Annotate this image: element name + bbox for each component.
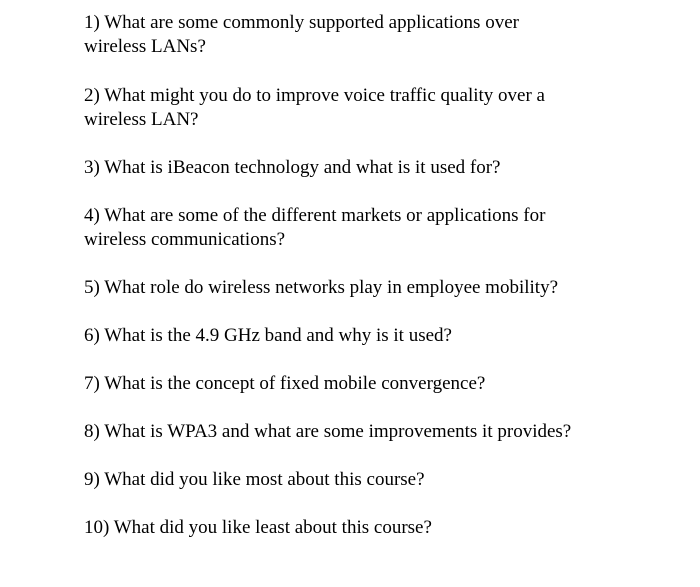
question-1 bbox=[84, 11, 519, 59]
question-2 bbox=[84, 84, 545, 132]
question-2-line-1: 2) What might you do to improve voice traffic quality over a bbox=[84, 85, 545, 106]
question-7-line-1: 7) What is the concept of fixed mobile convergence? bbox=[84, 373, 486, 394]
question-1-line-1: 1) What are some commonly supported applications over bbox=[84, 12, 519, 33]
question-8-line-1: 8) What is WPA3 and what are some improvements it provides? bbox=[84, 421, 572, 442]
question-4-line-1: 4) What are some of the different markets or applications for bbox=[84, 205, 546, 226]
question-6 bbox=[84, 324, 452, 348]
question-5-line-1: 5) What role do wireless networks play in employee mobility? bbox=[84, 277, 559, 298]
question-10 bbox=[84, 516, 432, 540]
question-10-line-1: 10) What did you like least about this course? bbox=[84, 517, 432, 538]
question-9-line-1: 9) What did you like most about this course? bbox=[84, 469, 425, 490]
question-2-line-2: wireless LAN? bbox=[84, 109, 199, 130]
question-4 bbox=[84, 204, 545, 252]
question-9 bbox=[84, 468, 425, 492]
question-5 bbox=[84, 276, 558, 300]
question-1-line-2: wireless LANs? bbox=[84, 36, 206, 57]
question-3-line-1: 3) What is iBeacon technology and what is it used for? bbox=[84, 157, 501, 178]
question-8 bbox=[84, 420, 571, 444]
question-7 bbox=[84, 372, 485, 396]
question-3 bbox=[84, 156, 501, 180]
question-6-line-1: 6) What is the 4.9 GHz band and why is it used? bbox=[84, 325, 452, 346]
question-4-line-2: wireless communications? bbox=[84, 229, 286, 250]
